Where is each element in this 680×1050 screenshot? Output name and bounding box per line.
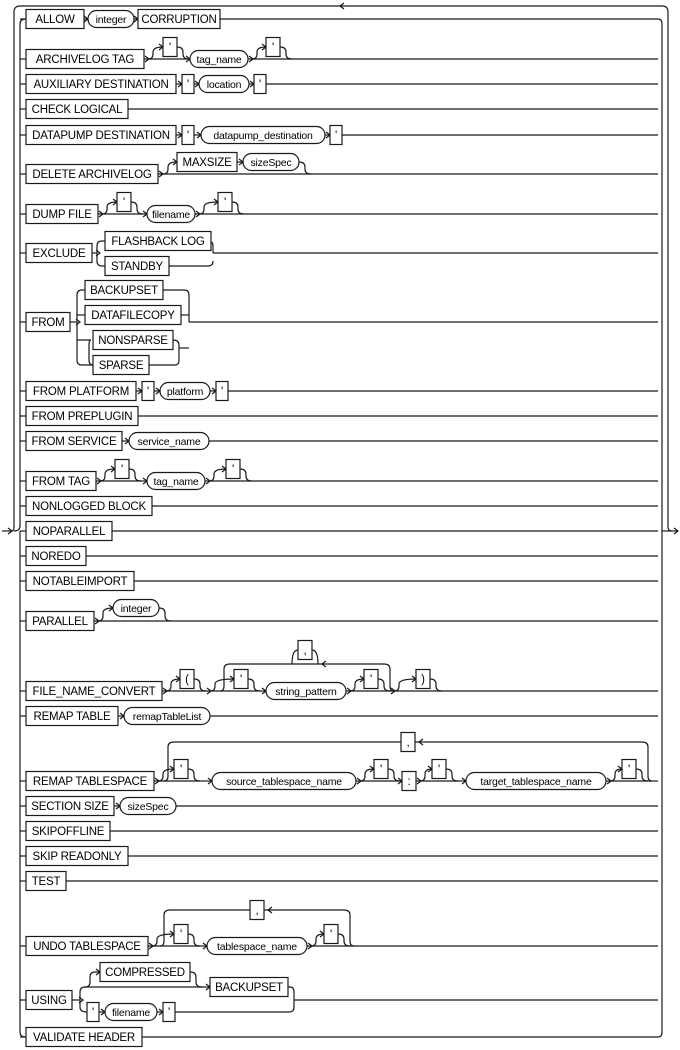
syntax-token-label: ARCHIVELOG TAG — [35, 54, 135, 66]
keyword-box — [226, 460, 240, 479]
syntax-token-label: EXCLUDE — [32, 248, 86, 260]
keyword-box — [26, 682, 162, 701]
syntax-token-label: ' — [180, 929, 182, 941]
rail-line — [312, 650, 318, 664]
keyword-box — [138, 10, 220, 29]
nonterminal-box — [190, 51, 248, 68]
nonterminal-box — [266, 683, 346, 700]
keyword-box — [26, 205, 98, 224]
syntax-token-label: CORRUPTION — [141, 14, 217, 26]
choice-rail-right — [658, 19, 662, 1037]
keyword-box — [254, 75, 266, 94]
keyword-box — [250, 901, 264, 920]
nonterminal-box — [466, 773, 606, 790]
keyword-box — [26, 10, 84, 29]
syntax-token-label: ' — [628, 764, 630, 776]
keyword-box — [117, 193, 131, 212]
keyword-box — [85, 281, 163, 300]
syntax-token-label: filename — [111, 1007, 151, 1019]
syntax-token-label: FROM — [31, 317, 65, 329]
rail-line — [80, 987, 210, 1000]
keyword-box — [432, 760, 446, 779]
rail-line — [77, 340, 93, 365]
rail-line — [77, 290, 85, 322]
keyword-box — [93, 356, 149, 375]
rail-line — [159, 608, 171, 621]
keyword-box — [402, 772, 416, 791]
keyword-box — [26, 612, 94, 631]
syntax-token-label: TEST — [31, 876, 61, 888]
syntax-token-label: filename — [151, 209, 191, 221]
keyword-box — [26, 165, 158, 184]
keyword-box — [210, 978, 288, 997]
syntax-token-label: COMPRESSED — [105, 967, 185, 979]
syntax-token-label: string_pattern — [275, 686, 337, 698]
syntax-token-label: ' — [121, 464, 123, 476]
keyword-box — [374, 760, 388, 779]
rail-line — [378, 679, 390, 691]
keyword-box — [180, 670, 194, 689]
syntax-token-label: datapump_destination — [213, 130, 313, 142]
keyword-box — [142, 382, 154, 401]
keyword-box — [85, 306, 181, 325]
syntax-token-label: ' — [187, 130, 189, 142]
rail-line — [338, 934, 350, 946]
syntax-token-label: ' — [147, 386, 149, 398]
syntax-token-label: source_tablespace_name — [226, 776, 342, 788]
syntax-token-label: location — [206, 79, 242, 91]
keyword-box — [26, 872, 66, 891]
keyword-box — [26, 707, 118, 726]
syntax-token-label: , — [406, 737, 410, 749]
keyword-box — [26, 407, 138, 426]
rail-line — [446, 769, 458, 781]
rail-line — [210, 679, 234, 691]
syntax-token-label: USING — [31, 995, 67, 1007]
syntax-token-label: SKIP READONLY — [32, 851, 122, 863]
syntax-token-label: SPARSE — [98, 360, 144, 372]
nonterminal-box — [147, 473, 205, 490]
syntax-token-label: sizeSpec — [250, 157, 292, 169]
syntax-token-label: CHECK LOGICAL — [31, 104, 123, 116]
keyword-box — [26, 382, 136, 401]
keyword-box — [266, 38, 280, 57]
keyword-box — [105, 232, 211, 251]
syntax-token-label: , — [303, 645, 307, 657]
syntax-token-label: ' — [380, 764, 382, 776]
syntax-token-label: target_tablespace_name — [480, 776, 592, 788]
syntax-token-label: REMAP TABLE — [33, 711, 111, 723]
keyword-box — [622, 760, 636, 779]
nonterminal-box — [207, 938, 307, 955]
syntax-token-label: SKIPOFFLINE — [31, 826, 105, 838]
keyword-box — [26, 937, 148, 956]
syntax-token-label: ' — [168, 1007, 170, 1019]
syntax-token-label: ALLOW — [35, 14, 75, 26]
choice-rail-left-bottom — [20, 531, 26, 1037]
syntax-token-label: REMAP TABLESPACE — [32, 776, 148, 788]
rail-line — [232, 202, 244, 214]
keyword-box — [26, 244, 92, 263]
syntax-token-label: ' — [123, 197, 125, 209]
rail-line — [188, 769, 200, 781]
keyword-box — [93, 331, 173, 350]
syntax-token-label: SECTION SIZE — [31, 801, 109, 813]
keyword-box — [177, 153, 237, 172]
syntax-token-label: tag_name — [153, 476, 199, 488]
syntax-token-label: ' — [187, 79, 189, 91]
keyword-box — [330, 126, 342, 145]
rail-line — [280, 47, 292, 59]
syntax-token-label: ' — [330, 929, 332, 941]
rail-line — [194, 679, 206, 691]
syntax-token-label: service_name — [137, 436, 201, 448]
keyword-box — [87, 1003, 99, 1022]
rail-line — [636, 769, 648, 781]
keyword-box — [401, 733, 415, 752]
syntax-token-label: integer — [120, 603, 152, 615]
syntax-token-label: ' — [224, 197, 226, 209]
keyword-box — [26, 547, 86, 566]
syntax-token-label: ' — [272, 42, 274, 54]
keyword-box — [26, 1028, 142, 1047]
syntax-token-label: NONLOGGED BLOCK — [32, 501, 146, 513]
syntax-token-label: VALIDATE HEADER — [32, 1032, 136, 1044]
syntax-token-label: BACKUPSET — [215, 982, 283, 994]
keyword-box — [174, 760, 188, 779]
keyword-box — [26, 522, 112, 541]
keyword-box — [26, 100, 128, 119]
keyword-box — [100, 963, 190, 982]
nonterminal-box — [105, 1004, 157, 1021]
syntax-token-label: ' — [370, 674, 372, 686]
keyword-box — [26, 313, 70, 332]
keyword-box — [26, 572, 134, 591]
rail-line — [292, 650, 298, 664]
syntax-token-label: AUXILIARY DESTINATION — [33, 79, 169, 91]
keyword-box — [163, 38, 177, 57]
syntax-token-label: DATAFILECOPY — [91, 310, 175, 322]
rail-line — [248, 679, 260, 691]
rail-line — [190, 972, 202, 987]
nonterminal-box — [129, 433, 209, 450]
syntax-token-label: FROM PREPLUGIN — [31, 411, 133, 423]
rail-line — [388, 769, 400, 781]
keyword-box — [26, 772, 154, 791]
syntax-token-label: ' — [92, 1007, 94, 1019]
nonterminal-box — [212, 773, 356, 790]
nonterminal-box — [147, 206, 195, 223]
rail-line — [299, 162, 311, 174]
syntax-token-label: ' — [335, 130, 337, 142]
nonterminal-box — [201, 127, 325, 144]
nonterminal-box — [88, 11, 134, 28]
rail-line — [77, 322, 93, 365]
syntax-token-label: ' — [232, 464, 234, 476]
syntax-token-label: FLASHBACK LOG — [111, 236, 205, 248]
nonterminal-box — [120, 798, 176, 815]
rail-line — [129, 469, 141, 481]
keyword-box — [26, 797, 114, 816]
syntax-token-label: MAXSIZE — [182, 157, 232, 169]
keyword-box — [234, 670, 248, 689]
keyword-box — [26, 991, 72, 1010]
rail-line — [188, 934, 200, 946]
syntax-token-label: ( — [185, 674, 189, 686]
syntax-token-label: ' — [180, 764, 182, 776]
syntax-token-label: PARALLEL — [32, 616, 88, 628]
syntax-token-label: integer — [95, 14, 127, 26]
syntax-token-label: FROM SERVICE — [31, 436, 117, 448]
rail-line — [131, 202, 143, 214]
keyword-box — [364, 670, 378, 689]
syntax-token-label: ' — [221, 386, 223, 398]
keyword-box — [163, 1003, 175, 1022]
syntax-token-label: tablespace_name — [217, 941, 297, 953]
keyword-box — [26, 432, 122, 451]
syntax-token-label: NONSPARSE — [98, 335, 168, 347]
syntax-token-label: ' — [240, 674, 242, 686]
nonterminal-box — [113, 600, 159, 617]
keyword-box — [26, 497, 152, 516]
keyword-box — [26, 847, 128, 866]
syntax-token-label: NOREDO — [31, 551, 81, 563]
syntax-token-label: UNDO TABLESPACE — [33, 941, 141, 953]
syntax-token-label: FROM PLATFORM — [32, 386, 130, 398]
syntax-token-label: platform — [166, 386, 204, 398]
syntax-token-label: FROM TAG — [31, 476, 91, 488]
syntax-token-label: ' — [169, 42, 171, 54]
syntax-token-label: FILE_NAME_CONVERT — [32, 686, 156, 698]
keyword-box — [324, 925, 338, 944]
keyword-box — [105, 257, 169, 276]
syntax-token-label: ' — [438, 764, 440, 776]
syntax-token-label: ) — [421, 674, 425, 686]
rail-line — [430, 679, 442, 691]
syntax-token-label: DATAPUMP DESTINATION — [32, 130, 170, 142]
keyword-box — [26, 126, 176, 145]
syntax-token-label: : — [407, 776, 411, 788]
syntax-token-label: BACKUPSET — [90, 285, 158, 297]
keyword-box — [26, 472, 96, 491]
nonterminal-box — [243, 154, 299, 171]
syntax-token-label: DUMP FILE — [32, 209, 92, 221]
keyword-box — [174, 925, 188, 944]
syntax-token-label: , — [255, 905, 259, 917]
nonterminal-box — [160, 383, 210, 400]
keyword-box — [26, 50, 144, 69]
keyword-box — [26, 75, 176, 94]
rail-line — [169, 261, 213, 266]
keyword-box — [182, 126, 194, 145]
syntax-token-label: DELETE ARCHIVELOG — [32, 169, 152, 181]
choice-rail-left-top — [14, 19, 26, 531]
keyword-box — [26, 822, 110, 841]
nonterminal-box — [199, 76, 249, 93]
rail-line — [240, 469, 252, 481]
nonterminal-box — [124, 708, 210, 725]
syntax-token-label: remapTableList — [132, 711, 202, 723]
keyword-box — [182, 75, 194, 94]
syntax-token-label: NOPARALLEL — [32, 526, 106, 538]
keyword-box — [115, 460, 129, 479]
syntax-token-label: sizeSpec — [127, 801, 169, 813]
syntax-token-label: ' — [259, 79, 261, 91]
keyword-box — [216, 382, 228, 401]
keyword-box — [218, 193, 232, 212]
keyword-box — [298, 641, 312, 660]
syntax-token-label: tag_name — [196, 54, 242, 66]
keyword-box — [416, 670, 430, 689]
syntax-token-label: NOTABLEIMPORT — [32, 576, 128, 588]
syntax-token-label: STANDBY — [110, 261, 164, 273]
